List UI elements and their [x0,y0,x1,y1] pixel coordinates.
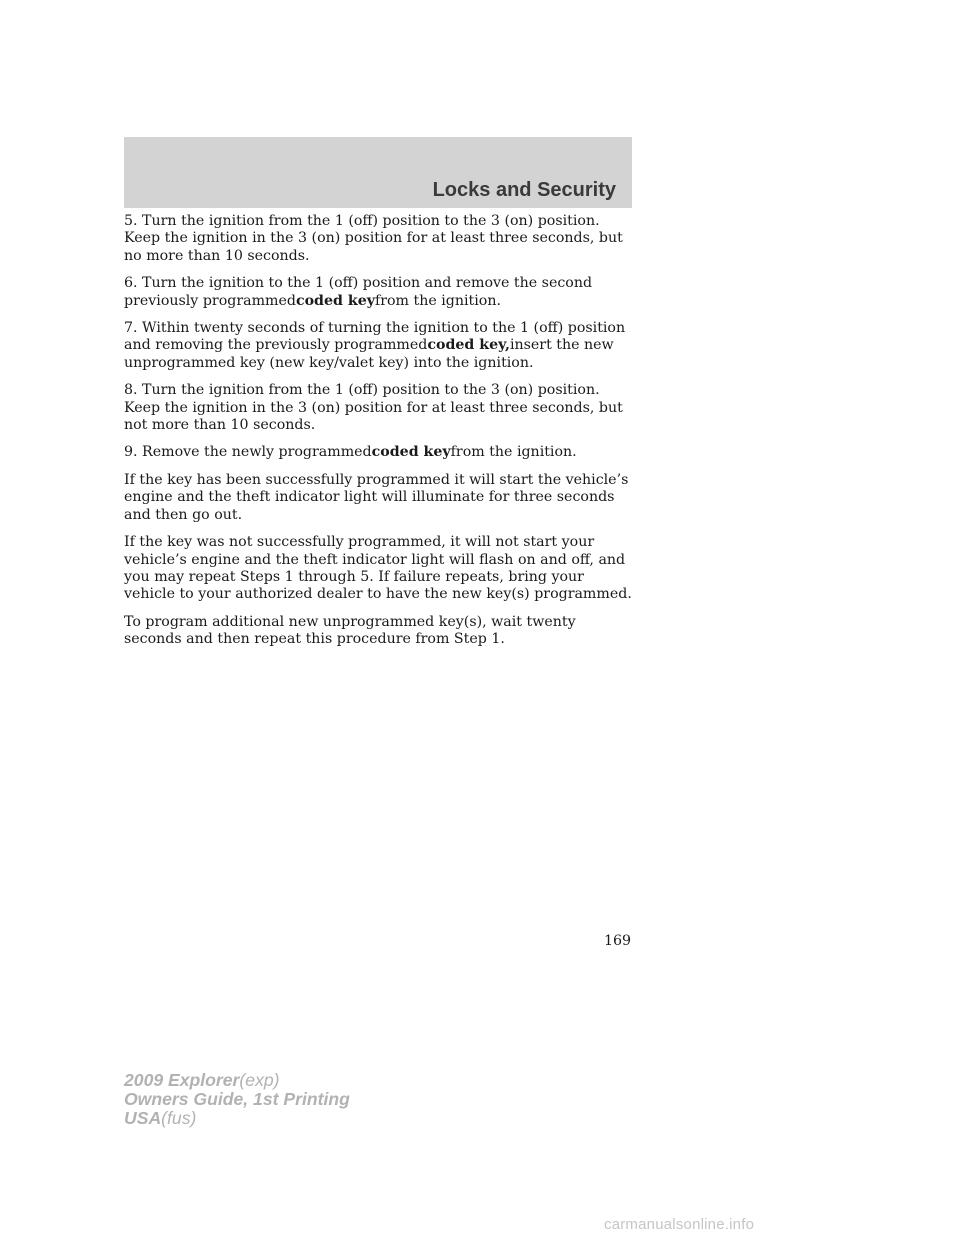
additional-keys-paragraph: To program additional new unprogrammed key(s), wait twenty seconds and then repeat this procedure from Step 1. [124,613,576,648]
step-7-coded-key: coded key, [427,337,510,354]
site-watermark: carmanualsonline.info [604,1216,755,1233]
instructions-body [124,213,636,659]
footer-line-3 [124,1109,350,1128]
step-6-coded-key: coded key [295,292,375,309]
failure-paragraph: If the key was not successfully programmed, it will not start your vehicle’s engine and the theft indicator light will flash on and off, and you may repeat Steps 1 through 5. If failure repeats, bring your vehicle to your authorized dealer to have the new key(s) programmed. [124,534,632,603]
step-9-text: 9. Remove the newly programmed [124,444,372,461]
footer-region-code: (fus) [161,1108,197,1128]
step-9-paragraph [124,444,636,461]
step-9-coded-key: coded key [371,444,451,461]
step-6-text-end: from the ignition. [374,292,501,309]
step-7-text-end: insert the new unprogrammed key (new key/valet key) into the ignition. [124,337,614,371]
step-5-paragraph: 5. Turn the ignition from the 1 (off) position to the 3 (on) position. Keep the ignition in the 3 (on) position for at least three seconds, but no more than 10 seconds. [124,213,623,264]
step-7-paragraph [124,320,636,372]
print-footer [124,1071,350,1128]
section-header-band [124,137,632,208]
footer-line-1 [124,1071,350,1090]
footer-model: 2009 Explorer [124,1070,240,1090]
section-title: Locks and Security [432,179,616,201]
success-paragraph: If the key has been successfully programmed it will start the vehicle’s engine and the theft indicator light will illuminate for three seconds and then go out. [124,471,629,523]
page-number: 169 [604,933,632,949]
step-8-paragraph: 8. Turn the ignition from the 1 (off) position to the 3 (on) position. Keep the ignition in the 3 (on) position for at least three seconds, but not more than 10 seconds. [124,382,623,434]
footer-line-2: Owners Guide, 1st Printing [124,1089,350,1109]
step-6-text: 6. Turn the ignition to the 1 (off) position and remove the second previously programmed [124,275,593,309]
step-6-paragraph [124,275,636,310]
footer-region: USA [124,1108,162,1128]
step-9-text-end: from the ignition. [450,444,577,461]
step-7-text: 7. Within twenty seconds of turning the ignition to the 1 (off) position and removing the previously programmed [124,320,626,354]
footer-model-code: (exp) [239,1070,280,1090]
